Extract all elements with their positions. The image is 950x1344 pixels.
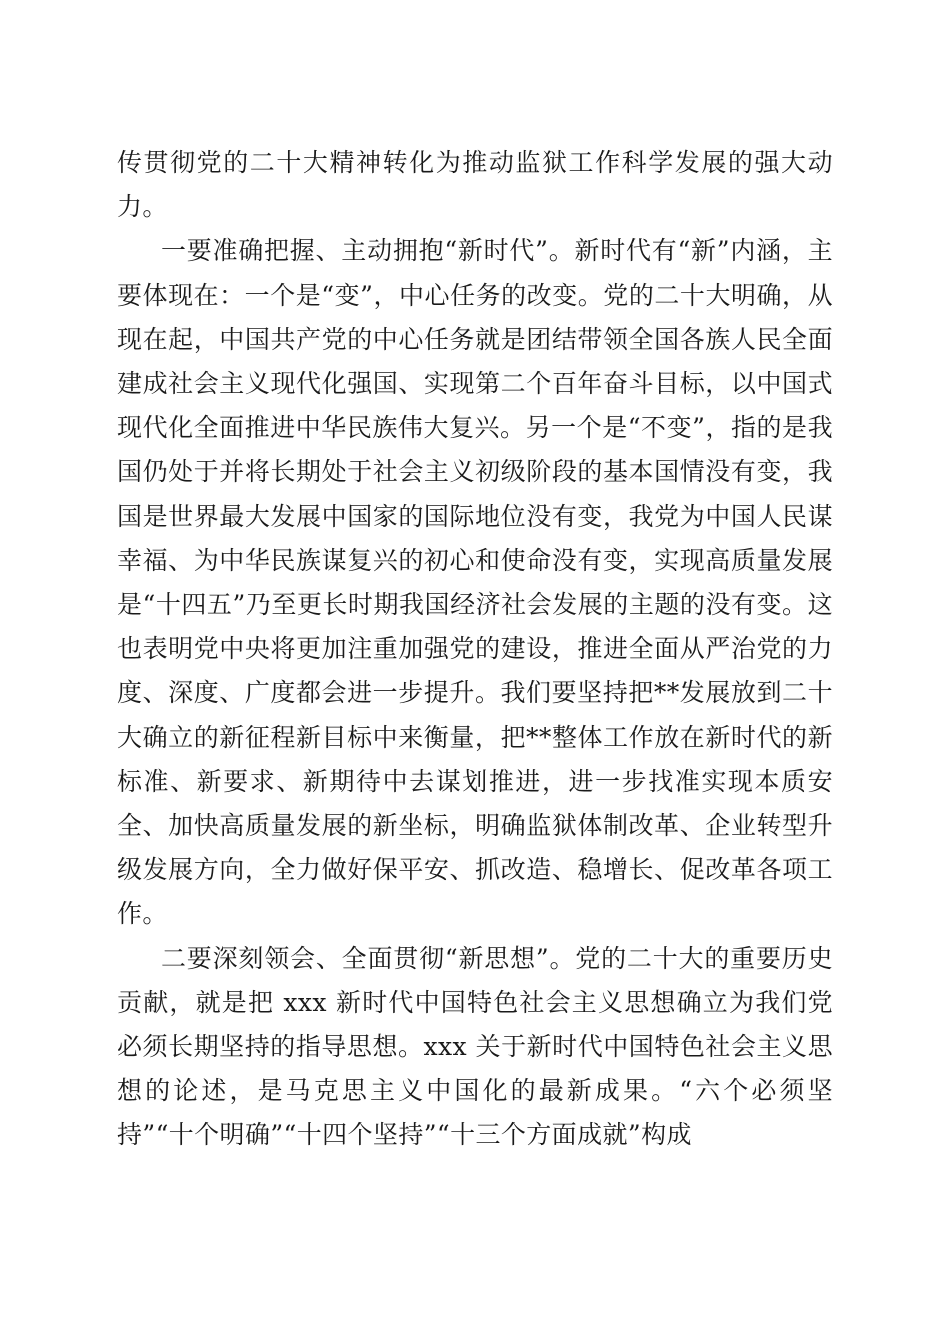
paragraph-continuation: 传贯彻党的二十大精神转化为推动监狱工作科学发展的强大动力。 <box>117 148 833 222</box>
paragraph-new-era: 一要准确把握、主动拥抱“新时代”。新时代有“新”内涵，主要体现在：一个是“变”，中心任务的改变。党的二十大明确，从现在起，中国共产党的中心任务就是团结带领全国各族人民全面建成社会主义现代化强国、实现第二个百年奋斗目标，以中国式现代化全面推进中华民族伟大复兴。另一个是“不变”，指的是我国仍处于并将长期处于社会主义初级阶段的基本国情没有变，我国是世界最大发展中国家的国际地位没有变，我党为中国人民谋幸福、为中华民族谋复兴的初心和使命没有变，实现高质量发展是“十四五”乃至更长时期我国经济社会发展的主题的没有变。这也表明党中央将更加注重加强党的建设，推进全面从严治党的力度、深度、广度都会进一步提升。我们要坚持把**发展放到二十大确立的新征程新目标中来衡量，把**整体工作放在新时代的新标准、新要求、新期待中去谋划推进，进一步找准实现本质安全、加快高质量发展的新坐标，明确监狱体制改革、企业转型升级发展方向，全力做好保平安、抓改造、稳增长、促改革各项工作。 <box>117 236 833 929</box>
paragraph-new-thought: 二要深刻领会、全面贯彻“新思想”。党的二十大的重要历史贡献，就是把 xxx 新时代中国特色社会主义思想确立为我们党必须长期坚持的指导思想。xxx 关于新时代中国特色社会主义思想的论述，是马克思主义中国化的最新成果。“六个必须坚持”“十个明确”“十四个坚持”“十三个方面成就”构成 <box>117 943 833 1150</box>
document-body <box>117 141 833 1158</box>
